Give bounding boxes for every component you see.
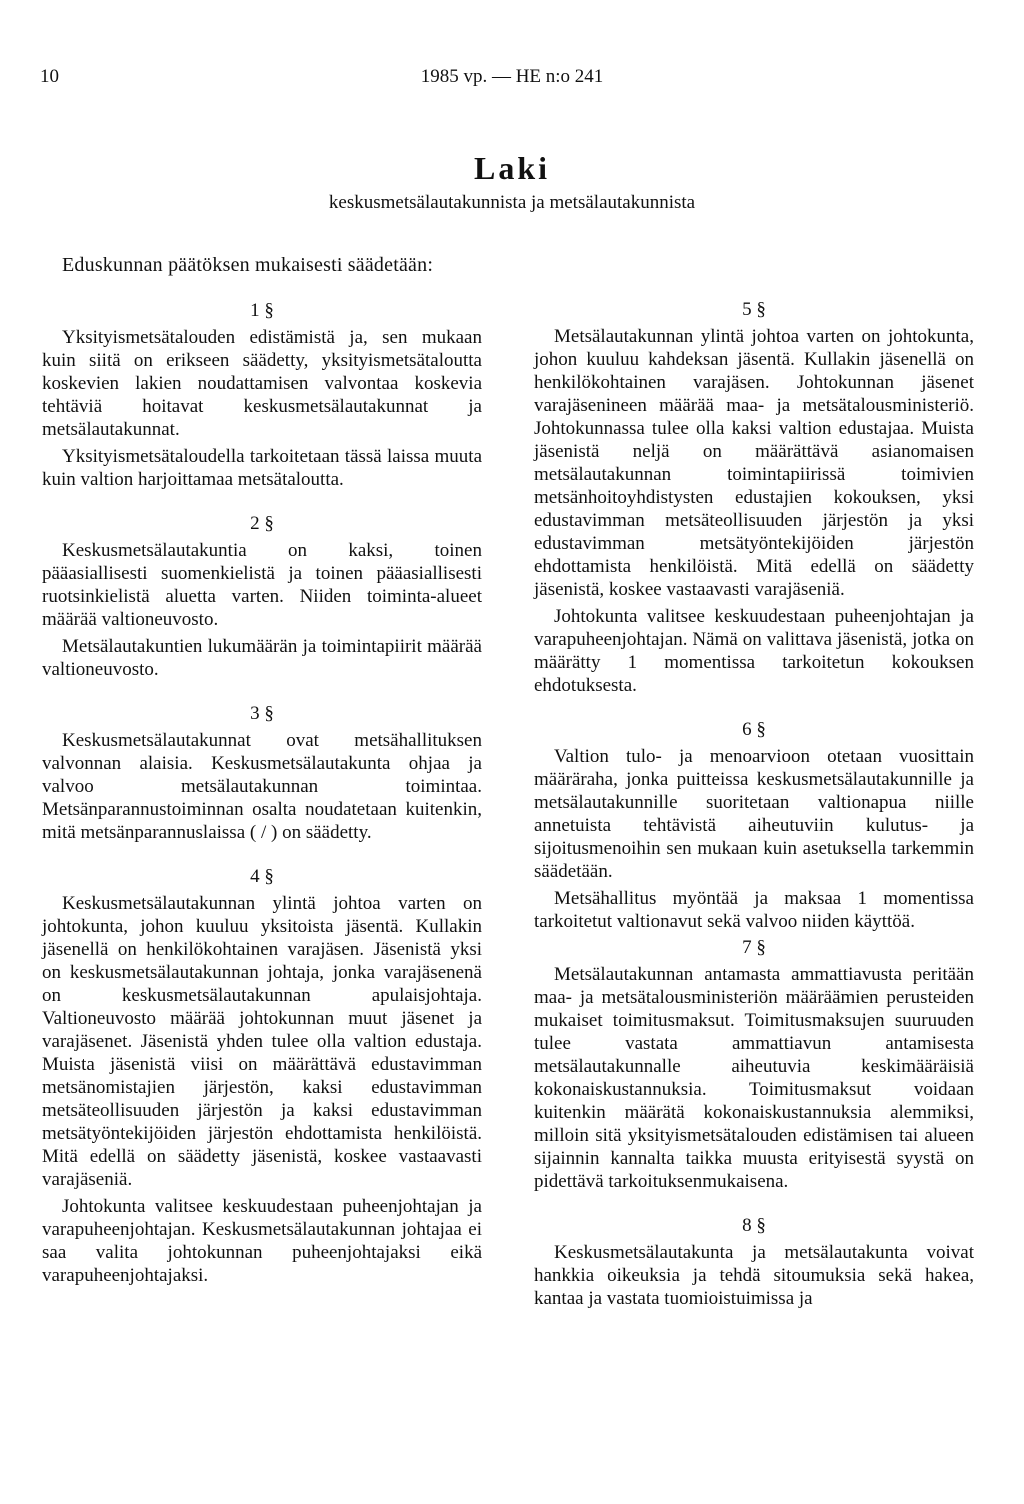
paragraph: Yksityismetsätaloudella tarkoitetaan tässä laissa muuta kuin valtion harjoittamaa metsätaloutta. bbox=[42, 446, 482, 490]
paragraph: Yksityismetsätalouden edistämistä ja, sen mukaan kuin siitä on erikseen säädetty, yksityismetsätaloutta koskevien lakien noudattamisen valvontaa koskevia tehtäviä hoitavat keskusmetsälautakunnat ja metsälautakunnat. bbox=[42, 327, 482, 440]
paragraph: Keskusmetsälautakunta ja metsälautakunta voivat hankkia oikeuksia ja tehdä sitoumuksia sekä hakea, kantaa ja vastata tuomioistuimissa ja bbox=[534, 1242, 974, 1309]
paragraph: Johtokunta valitsee keskuudestaan puheenjohtajan ja varapuheenjohtajan. Nämä on valittava jäsenistä, jotka on määrätty 1 momentissa tarkoitetun kokouksen ehdotuksesta. bbox=[534, 606, 974, 696]
section-heading: 5 § bbox=[742, 299, 766, 320]
section-5 bbox=[534, 299, 974, 697]
section-heading: 6 § bbox=[742, 719, 766, 740]
section-heading: 2 § bbox=[250, 513, 274, 534]
paragraph: Johtokunta valitsee keskuudestaan puheenjohtajan ja varapuheenjohtajan. Keskusmetsälautakunnan johtajaa ei saa valita johtokunnan puheenjohtajaksi eikä varapuheenjohtajaksi. bbox=[42, 1196, 482, 1286]
section-heading: 8 § bbox=[742, 1215, 766, 1236]
running-header: 1985 vp. — HE n:o 241 bbox=[420, 66, 604, 87]
law-title: Laki bbox=[473, 150, 551, 186]
paragraph: Keskusmetsälautakuntia on kaksi, toinen pääasiallisesti suomenkielistä ja toinen pääasiallisesti ruotsinkielistä aluetta varten. Niiden toiminta-alueet määrää valtioneuvosto. bbox=[42, 540, 482, 630]
left-column bbox=[42, 300, 482, 1291]
section-8 bbox=[534, 1215, 974, 1310]
right-column bbox=[534, 299, 974, 1314]
section-heading: 4 § bbox=[250, 866, 274, 887]
section-6 bbox=[534, 719, 974, 933]
section-heading: 3 § bbox=[250, 703, 274, 724]
section-4 bbox=[42, 866, 482, 1287]
paragraph: Metsälautakuntien lukumäärän ja toimintapiirit määrää valtioneuvosto. bbox=[42, 636, 482, 680]
section-heading: 7 § bbox=[742, 937, 766, 958]
section-2 bbox=[42, 513, 482, 681]
section-1 bbox=[42, 300, 482, 491]
paragraph: Metsälautakunnan ylintä johtoa varten on johtokunta, johon kuuluu kahdeksan jäsentä. Kullakin jäsenellä on henkilökohtainen varajäsen. Johtokunnan jäsenet varajäsenineen määrää maa- ja metsätalousministeriö. Johtokunnassa tulee olla kaksi valtion edustajaa. Muista jäsenistä neljä on määrättävä asianomaisen metsälautakunnan toimintapiirissä toimivien metsänhoitoyhdistysten edustajien kokouksen, yksi edustavimman metsäteollisuuden järjestön ja yksi edustavimman metsätyöntekijöiden järjestön ehdottamista henkilöistä. Mitä edellä on säädetty jäsenistä, koskee vastaavasti varajäseniä. bbox=[534, 326, 974, 600]
paragraph: Valtion tulo- ja menoarvioon otetaan vuosittain määräraha, jonka puitteissa keskusmetsälautakunnille ja metsälautakunnille suoritetaan valtionapua niille annetuista tehtävistä aiheutuviin kulutus- ja sijoitusmenoihin sen mukaan kuin asetuksella tarkemmin säädetään. bbox=[534, 746, 974, 882]
paragraph: Metsähallitus myöntää ja maksaa 1 momentissa tarkoitetut valtionavut sekä valvoo niiden käyttöä. bbox=[534, 888, 974, 932]
paragraph: Keskusmetsälautakunnat ovat metsähallituksen valvonnan alaisia. Keskusmetsälautakunta ohjaa ja valvoo metsälautakunnan toimintaa. Metsänparannustoiminnan osalta noudatetaan kuitenkin, mitä metsänparannuslaissa ( / ) on säädetty. bbox=[42, 730, 482, 843]
page-number: 10 bbox=[40, 66, 59, 87]
paragraph: Metsälautakunnan antamasta ammattiavusta peritään maa- ja metsätalousministeriön määräämien perusteiden mukaiset toimitusmaksut. Toimitusmaksujen suuruuden tulee vastata ammattiavun antamisesta metsälautakunnalle aiheutuvia keskimääräisiä kokonaiskustannuksia. Toimitusmaksut voidaan kuitenkin määrätä kokonaiskustannuksia alemmiksi, milloin sitä yksityismetsätalouden edistämisen tai alueen sijainnin kannalta taikka muusta erityisestä syystä on pidettävä tarkoituksenmukaisena. bbox=[534, 964, 974, 1192]
section-3 bbox=[42, 703, 482, 844]
paragraph: Keskusmetsälautakunnan ylintä johtoa varten on johtokunta, johon kuuluu yksitoista jäsentä. Kullakin jäsenellä on henkilökohtainen varajäsen. Jäsenistä yksi on keskusmetsälautakunnan johtaja, jonka varajäsenenä on keskusmetsälautakunnan apulaisjohtaja. Valtioneuvosto määrää johtokunnan muut jäsenet ja varajäsenet. Jäsenistä yhden tulee olla valtion edustaja. Muista jäsenistä viisi on määrättävä edustavimman metsänomistajien järjestön, kaksi edustavimman metsäteollisuuden järjestön ja kaksi edustavimman metsätyöntekijöiden järjestön ehdottamista henkilöistä. Mitä edellä on säädetty jäsenistä, koskee vastaavasti varajäseniä. bbox=[42, 893, 482, 1190]
section-heading: 1 § bbox=[250, 300, 274, 321]
section-7 bbox=[534, 937, 974, 1193]
enactment-clause: Eduskunnan päätöksen mukaisesti säädetään: bbox=[62, 254, 434, 276]
law-subtitle: keskusmetsälautakunnista ja metsälautakunnista bbox=[328, 192, 696, 213]
